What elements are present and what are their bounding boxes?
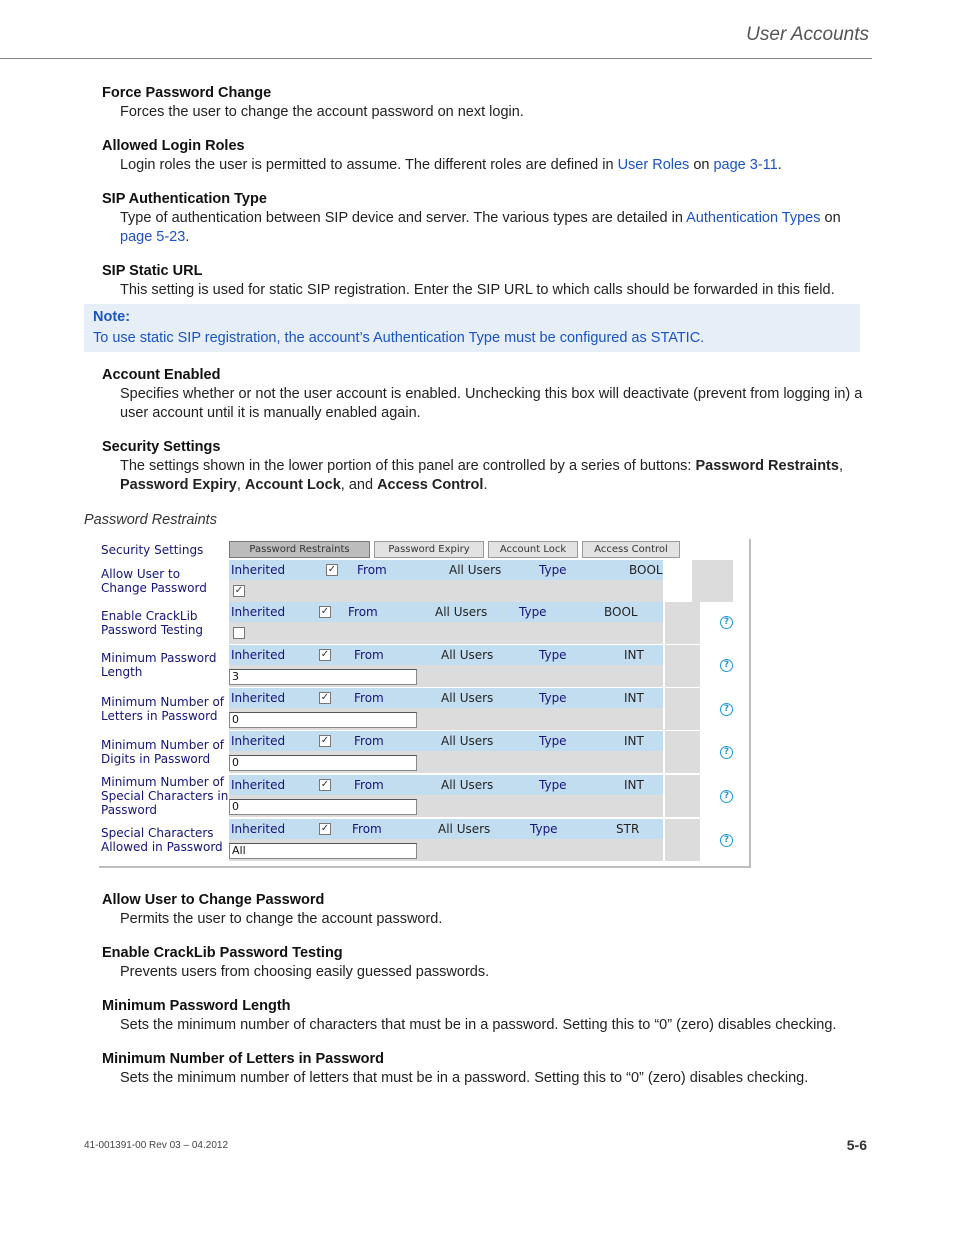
- inherited-checkbox[interactable]: ✓: [327, 564, 337, 575]
- help-icon[interactable]: ?: [720, 790, 733, 803]
- bold-access-control: Access Control: [377, 477, 484, 493]
- section-body: [120, 457, 872, 495]
- from-label: From: [354, 648, 384, 662]
- help-icon[interactable]: ?: [720, 616, 733, 629]
- link-page-5-23[interactable]: page 5-23: [120, 229, 186, 245]
- section-title: SIP Static URL: [102, 263, 203, 279]
- from-value: All Users: [438, 822, 491, 836]
- bold-password-restraints: Password Restraints: [695, 458, 839, 474]
- sep: ,: [838, 458, 843, 474]
- section-title: Force Password Change: [102, 85, 272, 101]
- note-title: Note:: [93, 309, 131, 325]
- value-input[interactable]: 3: [229, 669, 417, 685]
- from-label: From: [354, 778, 384, 792]
- section-body: Forces the user to change the account password on next login.: [120, 104, 524, 120]
- help-cell: [691, 560, 733, 602]
- gap-cell: [664, 775, 700, 817]
- section-min-letters: [102, 1050, 872, 1088]
- security-settings-panel: [99, 539, 751, 868]
- from-value: All Users: [449, 563, 502, 577]
- body-text: The settings shown in the lower portion of this panel are controlled by a series of buttons:: [120, 458, 696, 474]
- from-value: All Users: [441, 691, 494, 705]
- inherited-label: Inherited: [231, 734, 286, 748]
- section-title: Allowed Login Roles: [102, 138, 245, 154]
- section-body: This setting is used for static SIP registration. Enter the SIP URL to which calls should be forwarded in this field.: [120, 282, 835, 298]
- from-label: From: [354, 734, 384, 748]
- inherited-label: Inherited: [231, 563, 286, 577]
- section-body: Sets the minimum number of characters that must be in a password. Setting this to “0” (zero) disables checking.: [120, 1017, 837, 1033]
- row-label-min-letters: Minimum Number of Letters in Password: [101, 695, 225, 723]
- type-label: Type: [539, 778, 567, 792]
- page-header-title: User Accounts: [746, 24, 869, 45]
- tab-access-control[interactable]: Access Control: [582, 541, 680, 558]
- inherited-label: Inherited: [231, 822, 286, 836]
- figure-caption: Password Restraints: [84, 512, 217, 528]
- tab-password-restraints[interactable]: Password Restraints: [229, 541, 370, 558]
- bold-account-lock: Account Lock: [244, 477, 341, 493]
- sep: .: [483, 477, 488, 493]
- row-min-special: [229, 775, 663, 817]
- inherited-checkbox[interactable]: ✓: [320, 735, 330, 746]
- inherited-label: Inherited: [231, 691, 286, 705]
- inherited-label: Inherited: [231, 648, 286, 662]
- value-input[interactable]: All: [229, 843, 417, 859]
- gap-cell: [664, 602, 700, 644]
- section-body: Prevents users from choosing easily guessed passwords.: [120, 964, 490, 980]
- sep: ,: [236, 477, 245, 493]
- row-label-enable-cracklib: Enable CrackLib Password Testing: [101, 609, 204, 637]
- help-icon[interactable]: ?: [720, 746, 733, 759]
- value-input[interactable]: 0: [229, 799, 417, 815]
- row-label-special-allowed: Special Characters Allowed in Password: [101, 826, 223, 854]
- from-label: From: [352, 822, 382, 836]
- body-text: Type of authentication between SIP device and server. The various types are detailed in: [120, 210, 687, 226]
- body-text: .: [777, 157, 782, 173]
- row-header: [229, 560, 663, 580]
- section-sip-static-url: [102, 262, 872, 300]
- type-value: INT: [624, 691, 644, 705]
- from-label: From: [348, 605, 378, 619]
- type-label: Type: [539, 648, 567, 662]
- value-checkbox[interactable]: ✓: [234, 585, 244, 596]
- row-label-min-special: Minimum Number of Special Characters in Password: [101, 775, 229, 817]
- type-value: INT: [624, 734, 644, 748]
- page-number: 5-6: [846, 1137, 867, 1153]
- gap-cell: [664, 819, 700, 861]
- row-min-digits: [229, 731, 663, 773]
- link-authentication-types[interactable]: Authentication Types: [686, 210, 821, 226]
- link-user-roles[interactable]: User Roles: [617, 157, 690, 173]
- section-title: Allow User to Change Password: [102, 892, 325, 908]
- gap-cell: [664, 731, 700, 773]
- row-enable-cracklib: [229, 602, 663, 644]
- body-text: on: [689, 157, 714, 173]
- footer-doc-id: 41-001391-00 Rev 03 – 04.2012: [84, 1140, 229, 1151]
- type-label: Type: [539, 691, 567, 705]
- value-input[interactable]: 0: [229, 755, 417, 771]
- inherited-label: Inherited: [231, 778, 286, 792]
- type-value: STR: [616, 822, 640, 836]
- tab-password-expiry[interactable]: Password Expiry: [374, 541, 484, 558]
- section-allowed-login-roles: [102, 137, 872, 175]
- value-input[interactable]: 0: [229, 712, 417, 728]
- type-label: Type: [539, 734, 567, 748]
- section-title: Security Settings: [102, 439, 221, 455]
- type-value: INT: [624, 648, 644, 662]
- type-label: Type: [519, 605, 547, 619]
- body-text: .: [185, 229, 190, 245]
- help-icon[interactable]: ?: [720, 834, 733, 847]
- inherited-checkbox[interactable]: ✓: [320, 606, 330, 617]
- section-title: Account Enabled: [102, 367, 221, 383]
- from-label: From: [354, 691, 384, 705]
- from-value: All Users: [441, 778, 494, 792]
- row-special-allowed: [229, 819, 663, 861]
- inherited-checkbox[interactable]: ✓: [320, 779, 330, 790]
- row-label-min-digits: Minimum Number of Digits in Password: [101, 738, 225, 766]
- body-text: on: [820, 210, 841, 226]
- type-value: BOOL: [604, 605, 638, 619]
- section-sip-authentication-type: [102, 190, 872, 247]
- section-body: [120, 209, 872, 247]
- from-value: All Users: [435, 605, 488, 619]
- note-box: [84, 304, 860, 352]
- row-allow-change-password: [229, 560, 663, 602]
- section-title: Enable CrackLib Password Testing: [102, 945, 343, 961]
- inherited-label: Inherited: [231, 605, 286, 619]
- type-label: Type: [530, 822, 558, 836]
- note-body: To use static SIP registration, the account’s Authentication Type must be configured as STATIC.: [93, 330, 705, 346]
- tab-account-lock[interactable]: Account Lock: [488, 541, 578, 558]
- section-body: Sets the minimum number of letters that must be in a password. Setting this to “0” (zero) disables checking.: [120, 1070, 809, 1086]
- section-min-password-length: [102, 997, 872, 1035]
- section-allow-user-change-password: [102, 891, 872, 929]
- inherited-checkbox[interactable]: ✓: [320, 823, 330, 834]
- row-label-min-password-length: Minimum Password Length: [101, 651, 217, 679]
- from-label: From: [357, 563, 387, 577]
- row-min-password-length: [229, 645, 663, 687]
- help-icon[interactable]: ?: [720, 703, 733, 716]
- section-body: Specifies whether or not the user account is enabled. Unchecking this box will deactivate (prevent from logging in) a user account until it is manually enabled again.: [120, 386, 863, 421]
- gap-cell: [664, 688, 700, 730]
- gap-cell: [664, 645, 700, 687]
- section-title: Minimum Number of Letters in Password: [102, 1051, 384, 1067]
- type-value: BOOL: [629, 563, 663, 577]
- row-min-letters: [229, 688, 663, 730]
- bold-password-expiry: Password Expiry: [120, 477, 237, 493]
- value-checkbox[interactable]: [233, 627, 245, 639]
- section-body: [120, 156, 872, 175]
- inherited-checkbox[interactable]: ✓: [320, 692, 330, 703]
- type-label: Type: [539, 563, 567, 577]
- section-title: SIP Authentication Type: [102, 191, 267, 207]
- section-security-settings: [102, 438, 872, 495]
- section-body: Permits the user to change the account password.: [120, 911, 443, 927]
- body-text: Login roles the user is permitted to assume. The different roles are defined in: [120, 157, 618, 173]
- section-account-enabled: [102, 366, 872, 423]
- section-title: Minimum Password Length: [102, 998, 291, 1014]
- section-enable-cracklib: [102, 944, 872, 982]
- sep: , and: [340, 477, 378, 493]
- section-force-password-change: [102, 84, 872, 122]
- type-value: INT: [624, 778, 644, 792]
- link-page-3-11[interactable]: page 3-11: [713, 157, 778, 173]
- help-icon[interactable]: ?: [720, 659, 733, 672]
- row-label-allow-change-password: Allow User to Change Password: [101, 567, 207, 595]
- from-value: All Users: [441, 734, 494, 748]
- inherited-checkbox[interactable]: ✓: [320, 649, 330, 660]
- header-rule: [0, 58, 872, 59]
- panel-heading: Security Settings: [101, 543, 204, 557]
- from-value: All Users: [441, 648, 494, 662]
